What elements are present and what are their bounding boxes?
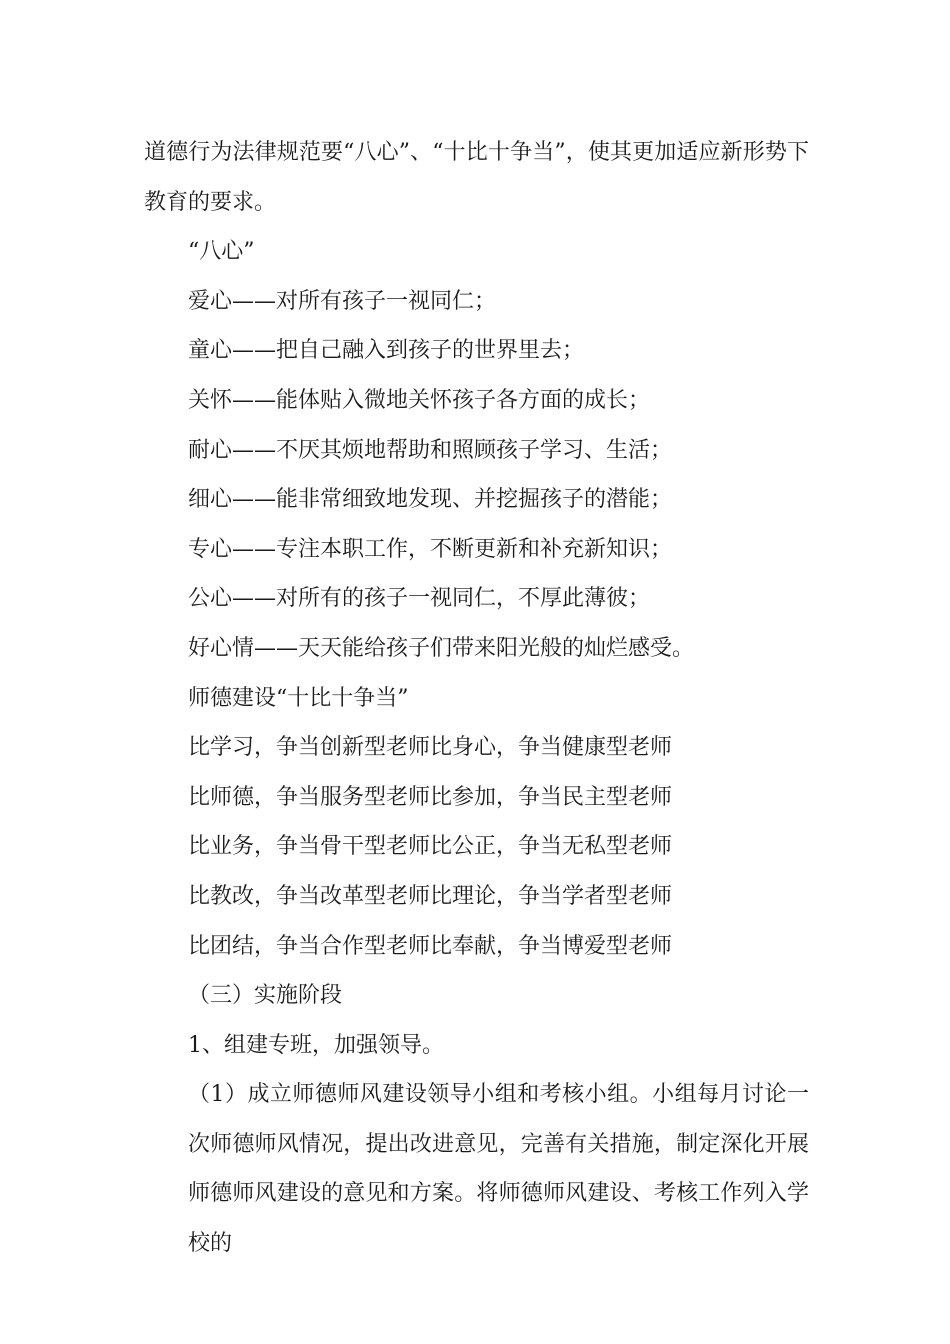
list-item: 比学习，争当创新型老师比身心，争当健康型老师: [188, 735, 673, 761]
list-item: 比教改，争当改革型老师比理论，争当学者型老师: [188, 883, 673, 909]
list-item: 耐心——不厌其烦地帮助和照顾孩子学习、生活；: [188, 437, 673, 463]
list-item: 细心——能非常细致地发现、并挖掘孩子的潜能；: [188, 487, 673, 513]
document-body: [144, 128, 809, 1269]
list-item: 比业务，争当骨干型老师比公正，争当无私型老师: [188, 834, 673, 860]
list-item: 爱心——对所有孩子一视同仁；: [188, 288, 497, 314]
section-heading-eight-hearts: “八心”: [188, 239, 255, 265]
list-item: 比师德，争当服务型老师比参加，争当民主型老师: [188, 784, 673, 810]
list-item: 好心情——天天能给孩子们带来阳光般的灿烂感受。: [188, 635, 695, 661]
list-item: 关怀——能体贴入微地关怀孩子各方面的成长；: [188, 387, 651, 413]
section-heading-implementation: （三）实施阶段: [188, 983, 343, 1009]
list-item: 比团结，争当合作型老师比奉献，争当博爱型老师: [188, 933, 673, 959]
list-item: 童心——把自己融入到孩子的世界里去；: [188, 338, 585, 364]
list-item: 公心——对所有的孩子一视同仁，不厚此薄彼；: [188, 586, 651, 612]
section-heading-ten-compare: 师德建设“十比十争当”: [188, 685, 409, 711]
subsection-heading: 1、组建专班，加强领导。: [188, 1032, 444, 1058]
list-item: 专心——专注本职工作，不断更新和补充新知识；: [188, 536, 673, 562]
paragraph: （1）成立师德师风建设领导小组和考核小组。小组每月讨论一次师德师风情况，提出改进意见，完善有关措施，制定深化开展师德师风建设的意见和方案。将师德师风建设、考核工作列入学校的: [188, 1082, 809, 1257]
paragraph: 道德行为法律规范要“八心”、“十比十争当”，使其更加适应新形势下教育的要求。: [144, 140, 809, 215]
